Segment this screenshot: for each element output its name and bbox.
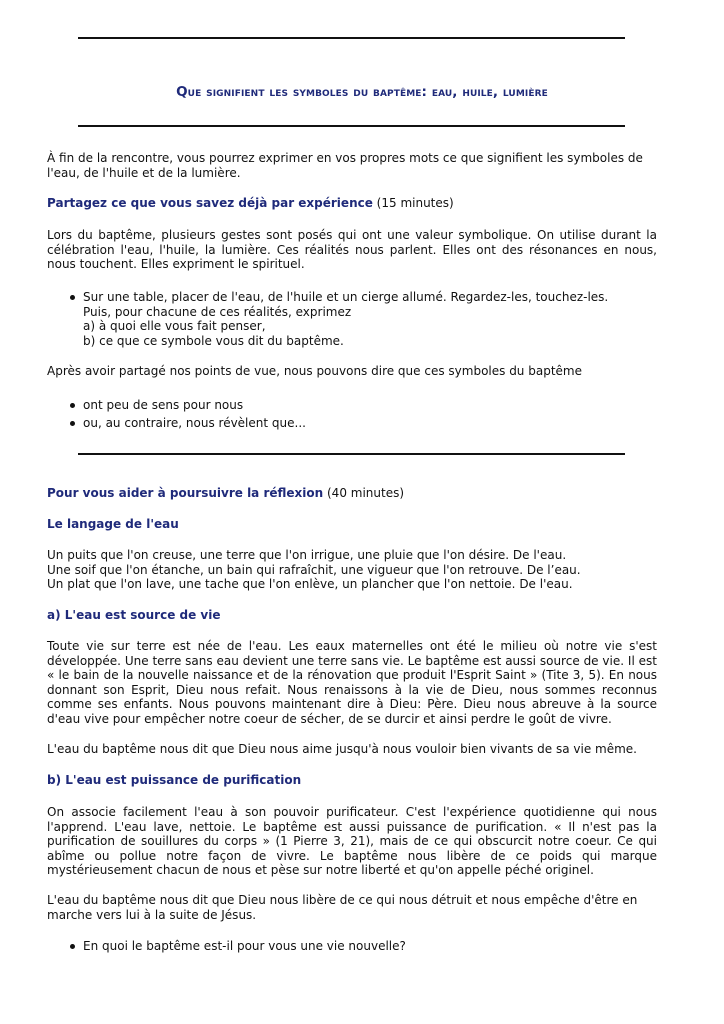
purification-paragraph: On associe facilement l'eau à son pouvoir purificateur. C'est l'expérience quotidienne qui nous l'apprend. L'eau lave, nettoie. Le baptême est aussi puissance de purification. « Il n'est pas la purification de souillures du corps » (1 Pierre 3, 21), mais de ce qui obscurcit notre coeur. Ce qui abîme ou pollue notre façon de vivre. Le baptême nous libère de ce poids qui marque mystérieusement chacun de nous et pèse sur notre liberté et qu'on appelle péché originel. bbox=[47, 805, 657, 877]
langage-line-3: Un plat que l'on lave, une tache que l'on enlève, un plancher que l'on nettoie. De l'eau. bbox=[47, 577, 573, 591]
question-list bbox=[47, 939, 647, 954]
intro-paragraph: À fin de la rencontre, vous pourrez exprimer en vos propres mots ce que signifient les symboles de l'eau, de l'huile et de la lumière. bbox=[47, 151, 643, 180]
title-rule bbox=[78, 125, 625, 127]
source-de-vie-heading: a) L'eau est source de vie bbox=[47, 608, 221, 622]
source-de-vie-paragraph: Toute vie sur terre est née de l'eau. Les eaux maternelles ont été le milieu où notre vie s'est développée. Une terre sans eau devient une terre sans vie. Le baptême est aussi source de vie. Il est « le bain de la nouvelle naissance et de la rénovation que produit l'Esprit Saint » (Tite 3, 5). En nous donnant son Esprit, Dieu nous refait. Nous renaissons à la vie de Dieu, nous sommes reconnus comme ses enfants. Nous pouvons maintenant dire à Dieu: Père. Dieu nous abreuve à la source d'eau vive pour empêcher notre coeur de sécher, de se durcir et ainsi perdre le goût de vivre. bbox=[47, 639, 657, 726]
purification-heading: b) L'eau est puissance de purification bbox=[47, 773, 302, 787]
choices-list bbox=[47, 398, 647, 430]
list-item: En quoi le baptême est-il pour vous une vie nouvelle? bbox=[47, 939, 647, 954]
exercise-line-2: Puis, pour chacune de ces réalités, exprimez bbox=[83, 304, 352, 319]
section1-heading-text: Partagez ce que vous savez déjà par expérience bbox=[47, 196, 373, 210]
top-rule bbox=[78, 37, 625, 39]
langage-lines bbox=[47, 548, 657, 592]
section2-duration: (40 minutes) bbox=[323, 486, 405, 500]
section2-heading-text: Pour vous aider à poursuivre la réflexion bbox=[47, 486, 324, 500]
list-item: ou, au contraire, nous révèlent que... bbox=[47, 416, 647, 431]
source-de-vie-conclusion: L'eau du baptême nous dit que Dieu nous aime jusqu'à nous vouloir bien vivants de sa vie même. bbox=[47, 742, 637, 756]
section1-duration: (15 minutes) bbox=[372, 196, 454, 210]
langage-line-2: Une soif que l'on étanche, un bain qui rafraîchit, une vigueur que l'on retrouve. De l’eau. bbox=[47, 562, 581, 577]
section1-paragraph: Lors du baptême, plusieurs gestes sont posés qui ont une valeur symbolique. On utilise durant la célébration l'eau, l'huile, la lumière. Ces réalités nous parlent. Elles ont des résonances en nous, nous touchent. Elles expriment le spirituel. bbox=[47, 228, 657, 271]
langage-heading: Le langage de l'eau bbox=[47, 517, 179, 531]
purification-conclusion: L'eau du baptême nous dit que Dieu nous libère de ce qui nous détruit et nous empêche d'être en marche vers lui à la suite de Jésus. bbox=[47, 893, 638, 922]
after-sharing-text: Après avoir partagé nos points de vue, nous pouvons dire que ces symboles du baptême bbox=[47, 364, 582, 378]
exercise-line-1: Sur une table, placer de l'eau, de l'huile et un cierge allumé. Regardez-les, touchez-les. bbox=[83, 290, 609, 304]
list-item bbox=[47, 290, 647, 348]
section1-heading bbox=[47, 196, 657, 211]
section-rule bbox=[78, 453, 625, 455]
list-item: ont peu de sens pour nous bbox=[47, 398, 647, 413]
langage-line-1: Un puits que l'on creuse, une terre que l'on irrigue, une pluie que l'on désire. De l'eau. bbox=[47, 548, 567, 562]
exercise-list bbox=[47, 290, 647, 348]
section2-heading bbox=[47, 486, 657, 501]
page-title: Que signifient les symboles du baptême: eau, huile, lumière bbox=[176, 84, 548, 100]
exercise-line-4: b) ce que ce symbole vous dit du baptême. bbox=[83, 333, 344, 348]
exercise-line-3: a) à quoi elle vous fait penser, bbox=[83, 319, 266, 333]
